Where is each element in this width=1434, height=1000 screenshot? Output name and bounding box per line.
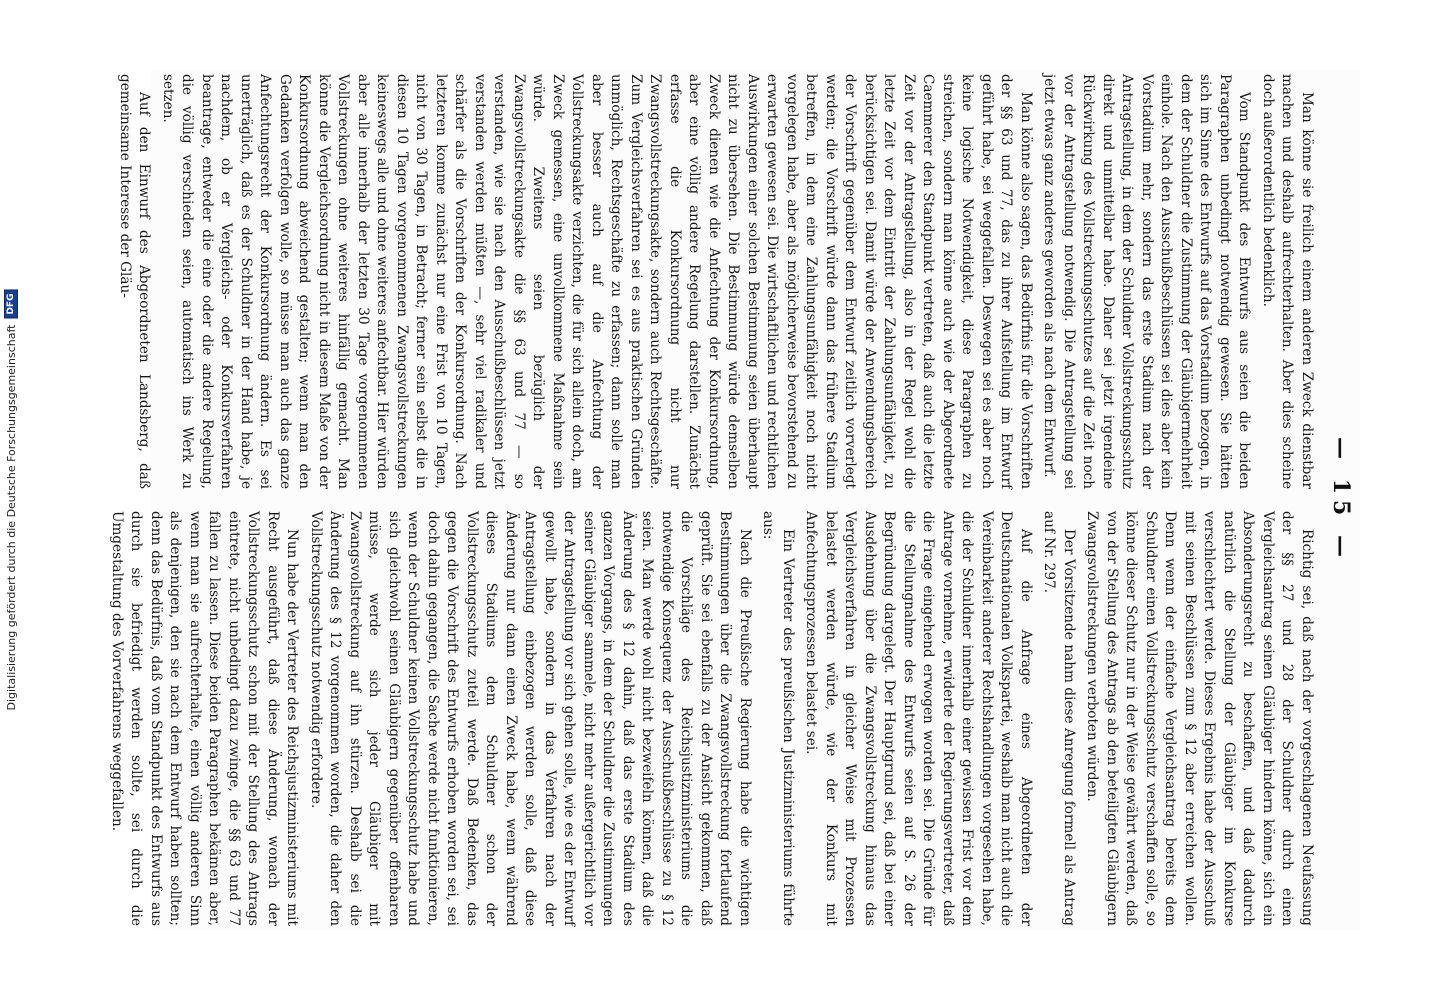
paragraph: Man könne also sagen, das Bedürfnis für die Vorschriften der §§ 63 und 77, das zu ihrer Aufstellung im Entwurf geführt habe, sei weggefallen. Deswegen sei es aber noch keine logische Notwendigkeit, diese Paragraphen zu streichen, sondern man könne auch wie der Abgeordnete Caemmerer den Standpunkt vertreten, daß auch die letzte Zeit vor der Antragstellung, also in der Regel wohl die letzte Zeit vor dem Eintritt der Zahlungsunfähigkeit, zu berücksichtigen sei. Damit würde der Anwendungsbereich der Vorschrift gegenüber dem Entwurf zeitlich vorverlegt werden; die Vorschrift würde dann das frühere Stadium betreffen, in dem eine Zahlungsunfähigkeit noch nicht vorgelegen habe, aber als möglicherweise bevorstehend zu erwarten gewesen sei. Die wirtschaftlichen und rechtlichen Auswirkungen einer solchen Bestimmung seien überhaupt nicht zu übersehen. Die Bestimmung würde demselben Zweck dienen wie die Anfechtung der Konkursordnung, aber eine völlig andere Regelung darstellen. Zunächst erfasse die Konkursordnung nicht nur Zwangsvollstreckungsakte, sondern auch Rechtsgeschäfte. Zum Vergleichsverfahren sei es aus praktischen Gründen unmöglich, Rechtsgeschäfte zu erfassen; dann solle man aber besser auch auf die Anfechtung der Vollstreckungsakte verzichten, die für sich allein doch, am Zweck gemessen, eine unvollkommene Maßnahme sein würde. Zweitens seien bezüglich der Zwangsvollstreckungsakte die §§ 63 und 77 — so verstanden, wie sie nach den Ausschußbeschlüssen jetzt verstanden werden müßten —, sehr viel radikaler und schärfer als die Vorschriften der Konkursordnung. Nach letzteren komme zunächst nur eine Frist von 10 Tagen, nicht von 30 Tagen, in Betracht; ferner sein selbst die in diesen 10 Tagen vorgenommenen Zwangsvollstreckungen keineswegs alle und ohne weiteres anfechtbar. Hier würden aber alle innerhalb der letzten 30 Tage vorgenommenen Vollstreckungen ohne weiteres hinfällig gemacht. Man könne die Vergleichsordnung nicht in diesem Maße von der Konkursordnung abweichend gestalten; wenn man den Gedanken verfolgen wolle, so müsse man auch das ganze Anfechtungsrecht der Konkursordnung ändern. Es sei unerträglich, daß es der Schuldner in der Hand habe, je nachdem, ob er Vergleichs- oder Konkursverfahren beantrage, entweder die eine oder die andere Regelung, die völlig verschieden seien, automatisch ins Werk zu setzen. — [160, 74, 1034, 489]
paragraph: Der Vorsitzende nahm diese Anregung formell als Antrag auf Nr. 297. — [1041, 511, 1077, 926]
rotated-page-content — [109, 70, 1360, 930]
paragraph: Ein Vertreter des preußischen Justizministeriums führte aus: — [760, 511, 796, 926]
paragraph: Richtig sei, daß nach der vorgeschlagenen Neufassung der §§ 27 und 28 der Schuldner durch einen Vergleichsantrag seinen Gläubiger hindern könne, sich ein Absonderungsrecht zu beschaffen, und daß dadurch natürlich die Stellung der Gläubiger im Konkurse verschlechtert werde. Dieses Ergebnis habe der Ausschuß mit seinen Beschlüssen zum § 12 aber erreichen wollen. Denn wenn der einfache Vergleichsantrag bereits dem Schuldner einen Vollstreckungsschutz verschaffen solle, so könne dieser Schutz nur in der Weise gewährt werden, daß von der Stellung des Antrags ab den beteiligten Gläubigern Zwangsvollstreckungen verboten würden. — [1084, 511, 1315, 926]
text-columns — [109, 74, 1316, 926]
funding-note-text: Digitalisierung gefördert durch die Deutsche Forschungsgemeinschaft — [4, 324, 18, 711]
scanned-page — [109, 70, 1360, 930]
paragraph: Man könne sie freilich einem anderen Zweck dienstbar machen und deshalb aufrechterhalten. Aber dies scheine doch außerordentlich bedenklich. — [1260, 74, 1315, 489]
page-number: — 15 — — [1328, 437, 1354, 563]
funding-note — [4, 290, 18, 711]
dfg-logo-icon: DFG — [4, 290, 18, 319]
text-column-2 — [109, 511, 1316, 926]
paragraph: Auf den Einwurf des Abgeordneten Landsberg, daß gemeinsame Interesse der Gläu- — [117, 74, 153, 489]
paragraph: Nach die Preußische Regierung habe die wichtigen Bestimmungen über die Zwangsvollstreckung fortlaufend geprüft. Sie sei ebenfalls zu der Ansicht gekommen, daß die Vorschläge des Reichsjustizministeriums die notwendige Konsequenz der Ausschußbeschlüsse zu § 12 seien. Man werde wohl nicht bezweifeln können, daß die Änderung des § 12 dahin, daß das erste Stadium des ganzen Vorgangs, in dem der Schuldner die Zustimmungen seiner Gläubiger sammele, nicht mehr außergerichtlich vor der Antragstellung vor sich gehen solle, wie es der Entwurf gewollt habe, sondern in das Verfahren nach der Antragstellung einbezogen werden solle, daß diese Änderung nur dann einen Zweck habe, wenn während dieses Stadiums dem Schuldner schon der Vollstreckungsschutz zuteil werde. Daß Bedenken, das gegen die Vorschrift des Entwurfs erhoben worden sei, sei doch dahin gegangen, die Sache werde nicht funktionieren, wenn der Schuldner keinen Vollstreckungsschutz habe und sich gleichwohl seinen Gläubigern gegenüber offenbaren müsse, werde sich jeder Gläubiger mit Zwangsvollstreckung auf ihn stürzen. Deshalb sei die Änderung des § 12 vorgenommen worden, die daher den Vollstreckungsschutz notwendig erfordere. — [308, 511, 753, 926]
footer-strip — [0, 0, 22, 1000]
paragraph: Auf die Anfrage eines Abgeordneten der Deutschnationalen Volkspartei, weshalb man nicht auch die Vereinbarkeit anderer Rechtshandlungen vorgesehen habe, die der Schuldner innerhalb einer gewissen Frist vor dem Antrage vornehme, erwiderte der Regierungsvertreter, daß die Frage eingehend erwogen worden sei. Die Gründe für die Stellungnahme des Entwurfs seien auf S. 26 der Begründung dargelegt. Der Hauptgrund sei, daß bei einer Ausdehnung über die Zwangsvollstreckung hinaus das Vergleichsverfahren in gleicher Weise mit Prozessen belastet werden würde, wie der Konkurs mit Anfechtungsprozessen belastet sei. — [803, 511, 1034, 926]
paragraph: Nun habe der Vertreter des Reichsjustizministeriums mit Recht ausgeführt, daß diese Änderung, wonach der Vollstreckungsschutz schon mit der Stellung des Antrags eintrete, nicht unbedingt dazu zwinge, die §§ 63 und 77 fallen zu lassen. Diese beiden Paragraphen bekämen aber, wenn man sie aufrechterhalte, einen völlig anderen Sinn als denjenigen, den sie nach dem Entwurf haben sollten; denn das Bedürfnis, daß vom Standpunkt des Entwurfs aus durch sie befriedigt werden sollte, sei durch die Umgestaltung des Vorverfahrens weggefallen. — [109, 511, 301, 926]
paragraph: Vom Standpunkt des Entwurfs aus seien die beiden Paragraphen unbedingt notwendig gewesen. Sie hätten sich im Sinne des Entwurfs auf das Vorstadium bezogen, in dem der Schuldner die Zustimmung der Gläubigermehrheit einhole. Nach den Ausschußbeschlüssen sei dies aber kein Vorstadium mehr, sondern das erste Stadium nach der Antragstellung, in dem der Schuldner Vollstreckungsschutz direkt und unmittelbar habe. Daher sei jetzt irgendeine Rückwirkung des Vollstreckungsschutzes auf die Zeit noch vor der Antragstellung notwendig. Die Antragstellung sei jetzt etwas ganz anderes geworden als nach dem Entwurf. — [1041, 74, 1253, 489]
text-column-1 — [117, 74, 1316, 489]
